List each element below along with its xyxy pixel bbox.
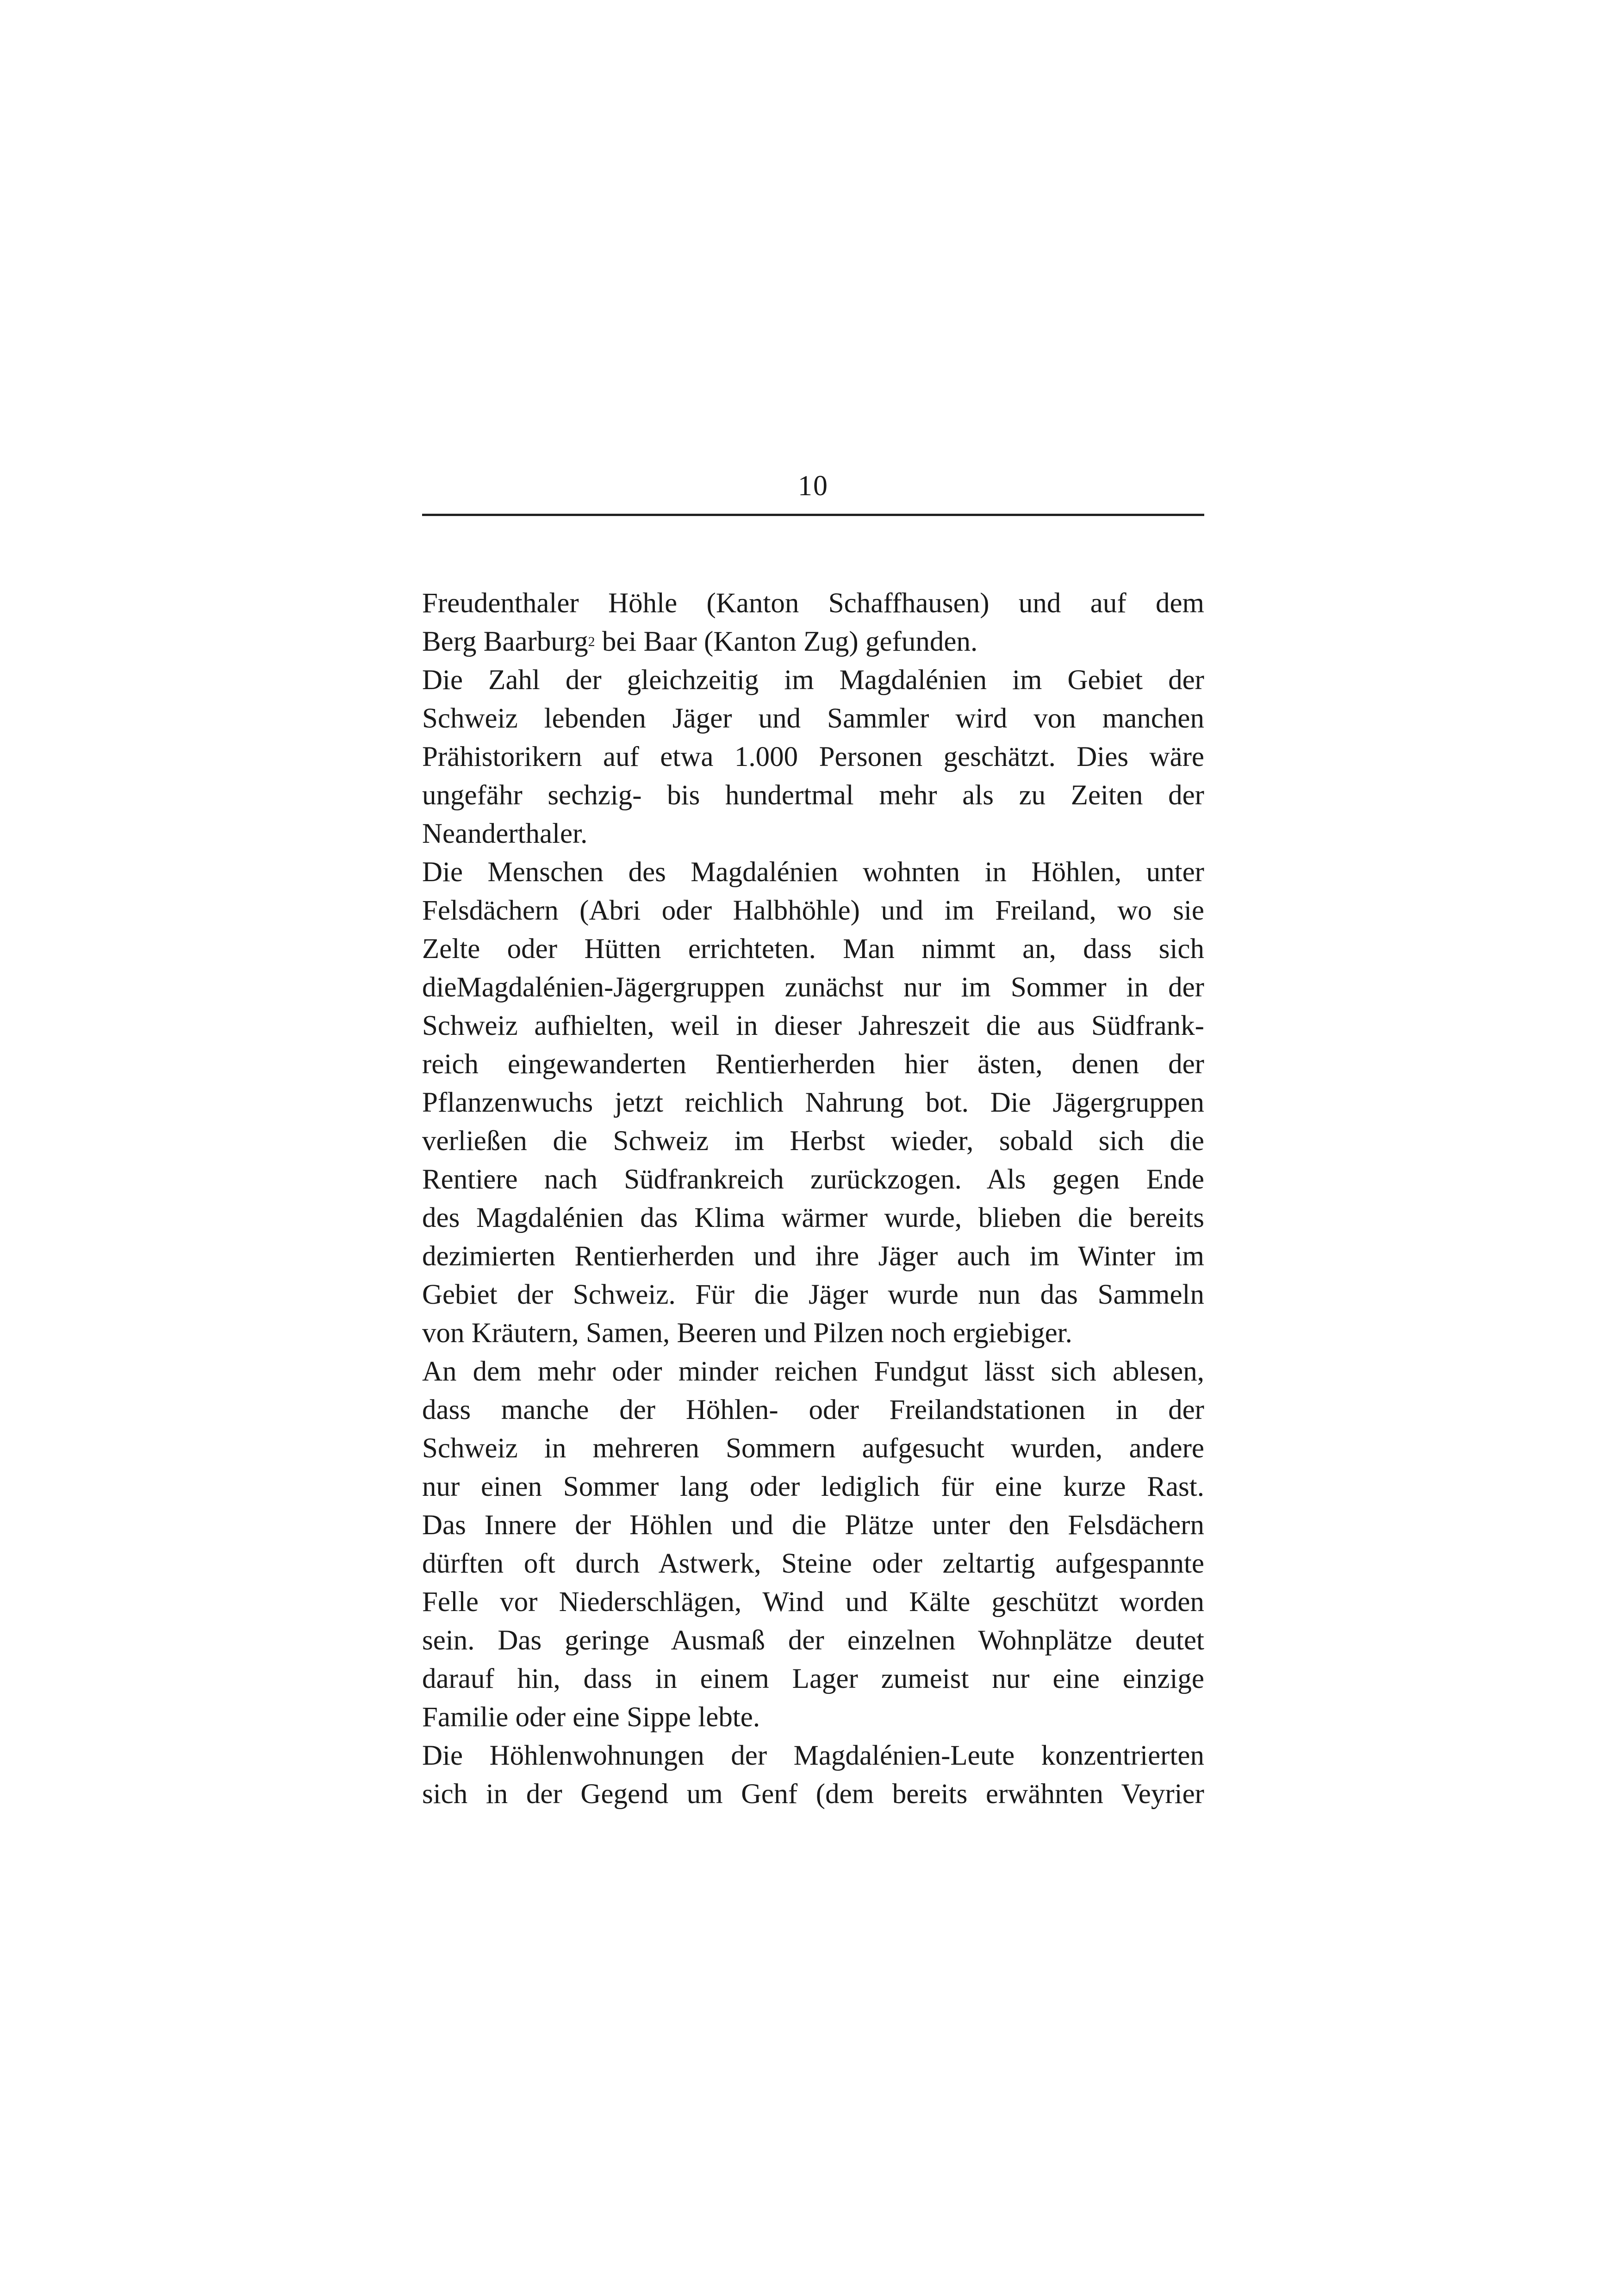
text-line: dürften oft durch Astwerk, Steine oder zeltartig aufgespannte (422, 1548, 1204, 1579)
text-line: dieMagdalénien-Jägergruppen zunächst nur im Sommer in der (422, 972, 1204, 1003)
text-line: Freudenthaler Höhle (Kanton Schaffhausen) und auf dem (422, 588, 1204, 619)
text-line: Die Zahl der gleichzeitig im Magdalénien im Gebiet der (422, 665, 1204, 696)
text-line: nur einen Sommer lang oder lediglich für eine kurze Rast. (422, 1471, 1204, 1502)
text-line: dass manche der Höhlen- oder Freilandstationen in der (422, 1394, 1204, 1425)
text-line: Familie oder eine Sippe lebte. (422, 1702, 760, 1733)
text-line (422, 622, 1204, 661)
text-line: des Magdalénien das Klima wärmer wurde, blieben die bereits (422, 1202, 1204, 1233)
text-line: Pflanzenwuchs jetzt reichlich Nahrung bot. Die Jägergruppen (422, 1087, 1204, 1118)
text-line: Das Innere der Höhlen und die Plätze unter den Felsdächern (422, 1510, 1204, 1541)
text-fragment: bei Baar (Kanton Zug) gefunden. (595, 626, 978, 657)
footnote-marker: 2 (588, 634, 595, 649)
text-line: An dem mehr oder minder reichen Fundgut lässt sich ablesen, (422, 1356, 1204, 1387)
text-line: Die Höhlenwohnungen der Magdalénien-Leute konzentrierten (422, 1740, 1204, 1771)
body-text (422, 584, 1204, 1813)
text-line: Schweiz lebenden Jäger und Sammler wird von manchen (422, 703, 1204, 734)
text-line: Die Menschen des Magdalénien wohnten in Höhlen, unter (422, 857, 1204, 888)
text-line: Prähistorikern auf etwa 1.000 Personen geschätzt. Dies wäre (422, 741, 1204, 772)
page-number: 10 (798, 470, 828, 502)
text-line: darauf hin, dass in einem Lager zumeist nur eine einzige (422, 1663, 1204, 1694)
text-line: sein. Das geringe Ausmaß der einzelnen Wohnplätze deutet (422, 1625, 1204, 1656)
text-line: Neanderthaler. (422, 818, 588, 849)
page-header (422, 463, 1204, 516)
text-line: dezimierten Rentierherden und ihre Jäger auch im Winter im (422, 1241, 1204, 1272)
text-line: Felle vor Niederschlägen, Wind und Kälte geschützt worden (422, 1587, 1204, 1618)
text-line: Schweiz aufhielten, weil in dieser Jahreszeit die aus Südfrank- (422, 1010, 1204, 1041)
text-line: ungefähr sechzig- bis hundertmal mehr als zu Zeiten der (422, 780, 1204, 811)
text-fragment: Berg Baarburg (422, 626, 588, 657)
text-line: Felsdächern (Abri oder Halbhöhle) und im Freiland, wo sie (422, 895, 1204, 926)
text-line: sich in der Gegend um Genf (dem bereits erwähnten Veyrier (422, 1779, 1204, 1810)
text-line: Rentiere nach Südfrankreich zurückzogen. Als gegen Ende (422, 1164, 1204, 1195)
text-line: Zelte oder Hütten errichteten. Man nimmt an, dass sich (422, 933, 1204, 964)
text-line: Schweiz in mehreren Sommern aufgesucht wurden, andere (422, 1433, 1204, 1464)
text-line: von Kräutern, Samen, Beeren und Pilzen noch ergiebiger. (422, 1318, 1072, 1349)
text-line: Gebiet der Schweiz. Für die Jäger wurde nun das Sammeln (422, 1279, 1204, 1310)
text-line: verließen die Schweiz im Herbst wieder, sobald sich die (422, 1126, 1204, 1157)
text-line: reich eingewanderten Rentierherden hier ästen, denen der (422, 1049, 1204, 1080)
